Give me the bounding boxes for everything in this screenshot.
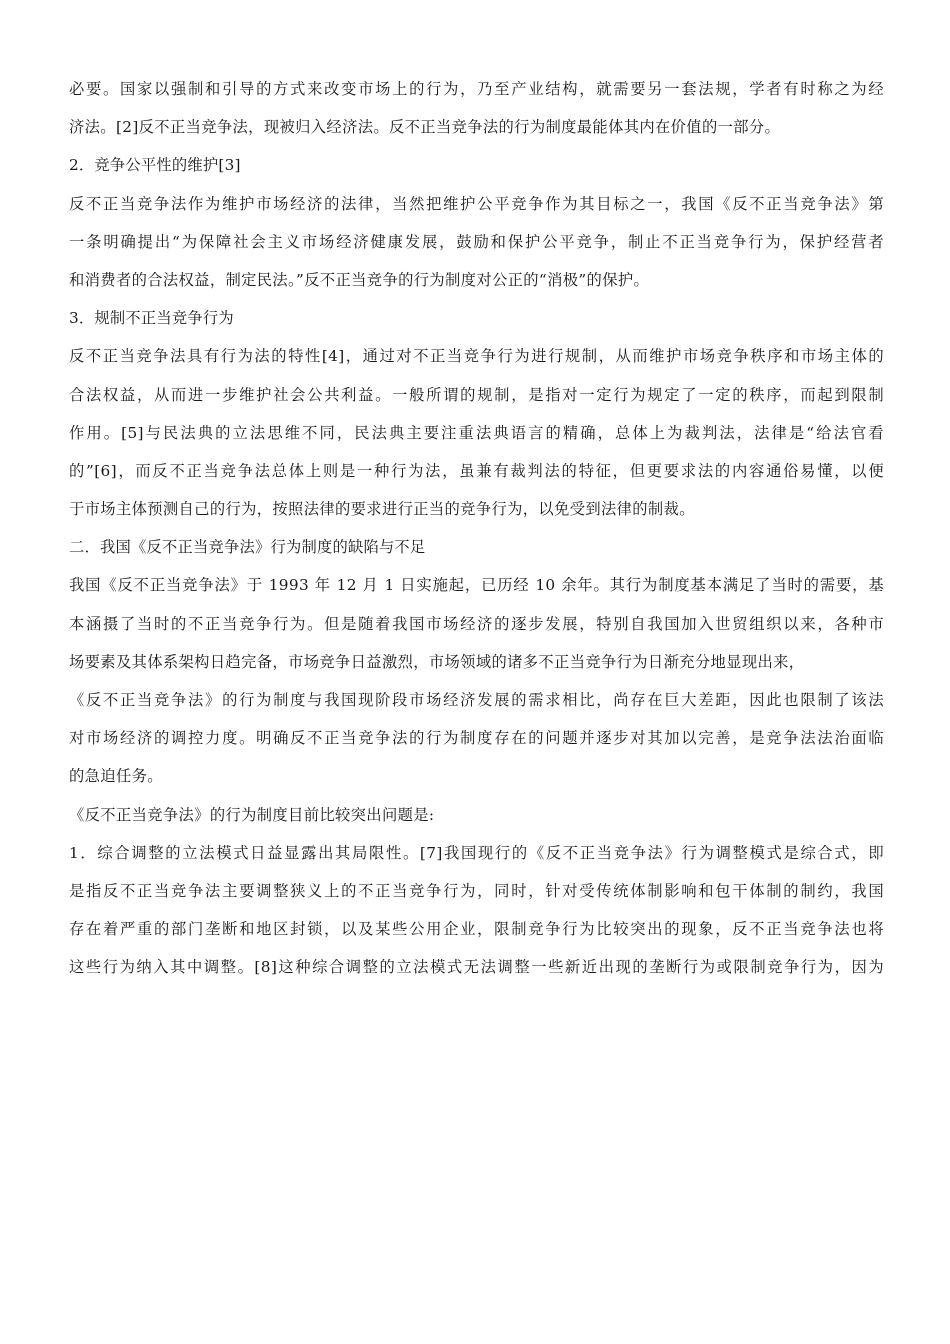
text-line: 于市场主体预测自己的行为，按照法律的要求进行正当的竞争行为，以免受到法律的制裁。 xyxy=(69,500,695,519)
text-line: 一条明确提出“为保障社会主义市场经济健康发展，鼓励和保护公平竞争，制止不正当竞争行为，保护经营者 xyxy=(69,232,884,251)
text-line: 反不正当竞争法具有行为法的特性[4]，通过对不正当竞争行为进行规制，从而维护市场竞争秩序和市场主体的 xyxy=(69,347,884,366)
text-line: 和消费者的合法权益，制定民法。”反不正当竞争的行为制度对公正的“消极”的保护。 xyxy=(69,270,650,289)
text-line: 《反不正当竞争法》的行为制度与我国现阶段市场经济发展的需求相比，尚存在巨大差距，因此也限制了该法 xyxy=(69,691,884,709)
text-line: 本涵摄了当时的不正当竞争行为。但是随着我国市场经济的逐步发展，特别自我国加入世贸组织以来，各种市 xyxy=(69,614,884,633)
text-line: 作用。[5]与民法典的立法思维不同，民法典主要注重法典语言的精确，总体上为裁判法，法律是“给法官看 xyxy=(69,423,884,442)
text-line: 济法。[2]反不正当竞争法，现被归入经济法。反不正当竞争法的行为制度最能体其内在价值的一部分。 xyxy=(69,118,781,137)
text-line: 1．综合调整的立法模式日益显露出其局限性。[7]我国现行的《反不正当竞争法》行为调整模式是综合式，即 xyxy=(69,843,884,862)
text-line: 存在着严重的部门垄断和地区封锁，以及某些公用企业，限制竞争行为比较突出的现象，反不正当竞争法也将 xyxy=(69,920,884,939)
text-line: 对市场经济的调控力度。明确反不正当竞争法的行为制度存在的问题并逐步对其加以完善，是竞争法法治面临 xyxy=(69,729,884,748)
section-heading: 2．竞争公平性的维护[3] xyxy=(69,156,241,175)
text-line: 合法权益，从而进一步维护社会公共利益。一般所谓的规制，是指对一定行为规定了一定的秩序，而起到限制 xyxy=(69,385,884,404)
text-line: 必要。国家以强制和引导的方式来改变市场上的行为，乃至产业结构，就需要另一套法规，学者有时称之为经 xyxy=(69,80,884,98)
section-heading: 二．我国《反不正当竞争法》行为制度的缺陷与不足 xyxy=(69,538,426,557)
text-line: 《反不正当竞争法》的行为制度目前比较突出问题是: xyxy=(69,805,435,824)
text-line: 这些行为纳入其中调整。[8]这种综合调整的立法模式无法调整一些新近出现的垄断行为或限制竞争行为，因为 xyxy=(69,958,884,977)
section-heading: 3．规制不正当竞争行为 xyxy=(69,309,234,328)
text-line: 的”[6]，而反不正当竞争法总体上则是一种行为法，虽兼有裁判法的特征，但更要求法的内容通俗易懂，以便 xyxy=(69,461,884,480)
text-line: 场要素及其体系架构日趋完备，市场竞争日益激烈，市场领域的诸多不正当竞争行为日渐充分地显现出来， xyxy=(69,652,805,671)
text-line: 反不正当竞争法作为维护市场经济的法律，当然把维护公平竞争作为其目标之一，我国《反不正当竞争法》第 xyxy=(69,194,884,213)
text-line: 的急迫任务。 xyxy=(69,767,163,786)
document-page xyxy=(69,70,884,987)
text-line: 我国《反不正当竞争法》于 1993 年 12 月 1 日实施起，已历经 10 余年。其行为制度基本满足了当时的需要，基 xyxy=(69,576,884,595)
text-line: 是指反不正当竞争法主要调整狭义上的不正当竞争行为，同时，针对受传统体制影响和包干体制的制约，我国 xyxy=(69,881,884,900)
